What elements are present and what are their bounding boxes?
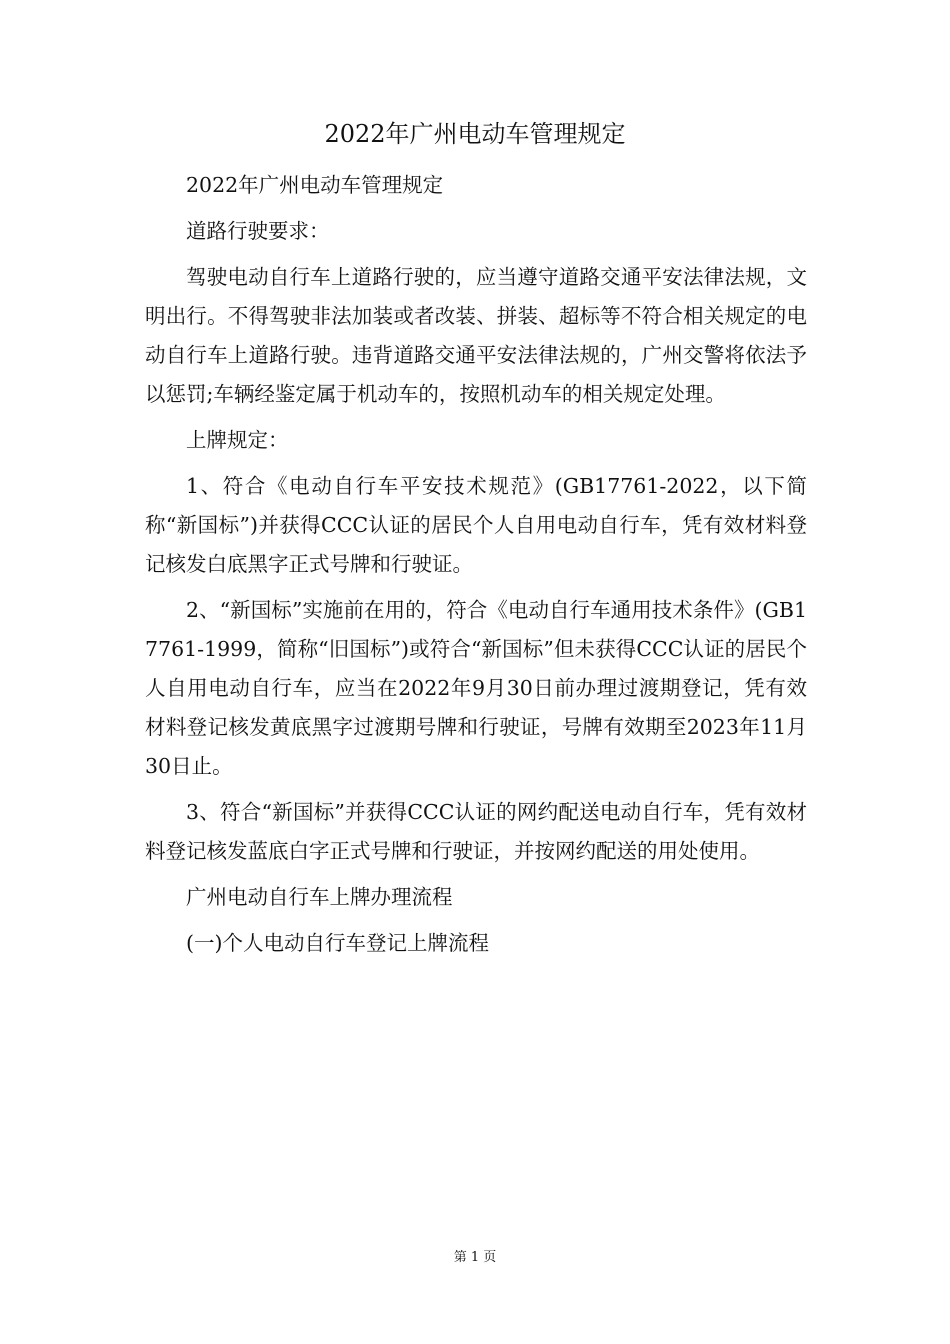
paragraph-subtitle: 2022年广州电动车管理规定 [186,173,444,197]
page-number: 第 1 页 [453,1250,497,1265]
document-body [145,166,807,970]
paragraph-plate-rule-2: 2、“新国标”实施前在用的，符合《电动自行车通用技术条件》(GB17761-1999，简称“旧国标”)或符合“新国标”但未获得CCC认证的居民个人自用电动自行车，应当在2022年9月30日前办理过渡期登记，凭有效材料登记核发黄底黑字过渡期号牌和行驶证，号牌有效期至2023年11月30日止。 [145,598,807,778]
paragraph-plate-heading: 上牌规定： [186,428,289,452]
document-title: 2022年广州电动车管理规定 [324,120,626,148]
paragraph-road-heading: 道路行驶要求： [186,219,330,243]
paragraph-road-rules: 驾驶电动自行车上道路行驶的，应当遵守道路交通平安法律法规，文明出行。不得驾驶非法加装或者改装、拼装、超标等不符合相关规定的电动自行车上道路行驶。违背道路交通平安法律法规的，广州交警将依法予以惩罚;车辆经鉴定属于机动车的，按照机动车的相关规定处理。 [145,265,807,406]
paragraph-plate-rule-1: 1、符合《电动自行车平安技术规范》(GB17761-2022，以下简称“新国标”)并获得CCC认证的居民个人自用电动自行车，凭有效材料登记核发白底黑字正式号牌和行驶证。 [145,474,807,576]
paragraph-process-heading: 广州电动自行车上牌办理流程 [186,885,453,909]
paragraph-process-step-1: (一)个人电动自行车登记上牌流程 [186,931,489,955]
paragraph-plate-rule-3: 3、符合“新国标”并获得CCC认证的网约配送电动自行车，凭有效材料登记核发蓝底白字正式号牌和行驶证，并按网约配送的用处使用。 [145,800,807,863]
